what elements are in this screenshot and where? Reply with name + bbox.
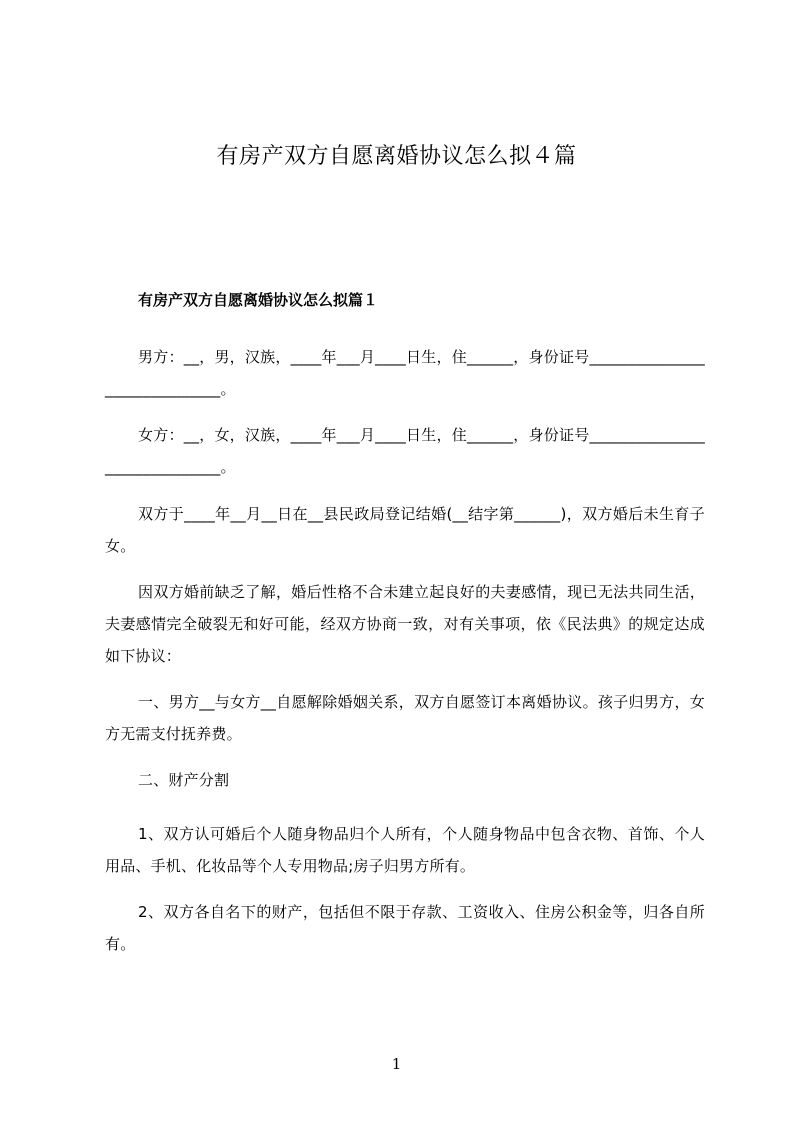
paragraph-reason: 因双方婚前缺乏了解，婚后性格不合未建立起良好的夫妻感情，现已无法共同生活，夫妻感情完全破裂无和好可能，经双方协商一致，对有关事项，依《民法典》的规定达成如下协议： xyxy=(105,583,705,665)
section-heading: 有房产双方自愿离婚协议怎么拟篇１ xyxy=(138,291,379,309)
paragraph-property-item-one: 1、双方认可婚后个人随身物品归个人所有，个人随身物品中包含衣物、首饰、个人用品、手机、化妆品等个人专用物品;房子归男方所有。 xyxy=(105,825,705,875)
paragraph-property-item-two: 2、双方各自名下的财产，包括但不限于存款、工资收入、住房公积金等，归各自所有。 xyxy=(105,903,705,953)
paragraph-female-party: 女方：__，女，汉族，____年___月____日生，住______，身份证号______________________________。 xyxy=(105,426,705,476)
paragraph-marriage-registration: 双方于____年__月__日在__县民政局登记结婚(__结字第______)，双方婚后未生育子女。 xyxy=(105,505,705,555)
document-title: 有房产双方自愿离婚协议怎么拟４篇 xyxy=(216,144,577,169)
page-number: 1 xyxy=(391,1055,402,1073)
paragraph-male-party: 男方：__，男，汉族，____年___月____日生，住______，身份证号______________________________。 xyxy=(105,348,705,398)
paragraph-clause-one: 一、男方__与女方__自愿解除婚姻关系，双方自愿签订本离婚协议。孩子归男方，女方无需支付抚养费。 xyxy=(105,693,705,743)
paragraph-clause-two-heading: 二、财产分割 xyxy=(138,771,230,789)
